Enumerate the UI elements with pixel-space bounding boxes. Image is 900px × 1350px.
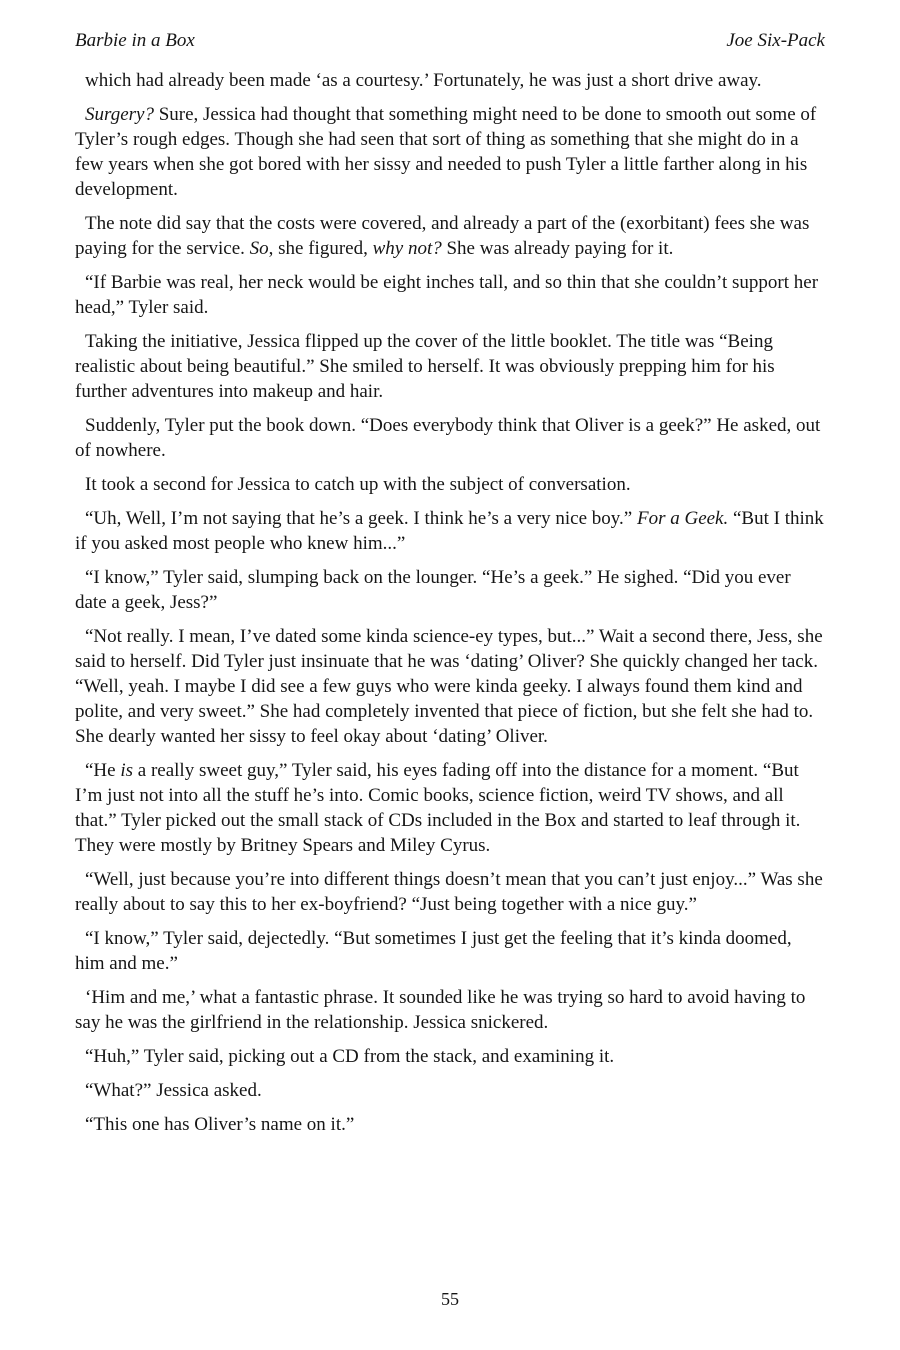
paragraph — [75, 1044, 825, 1069]
text-run: “If Barbie was real, her neck would be eight inches tall, and so thin that she couldn’t support her head,” Tyler said. — [75, 272, 819, 318]
italic-text-run: is — [120, 760, 134, 781]
text-run: “What?” Jessica asked. — [85, 1080, 262, 1101]
text-run: “Well, just because you’re into different things doesn’t mean that you can’t just enjoy...” Was she really about to say this to her ex-boyfriend? “Just being together with a nice guy.” — [75, 869, 823, 915]
paragraph — [75, 985, 825, 1035]
paragraph — [75, 102, 825, 202]
paragraph — [75, 506, 825, 556]
text-run: which had already been made ‘as a courtesy.’ Fortunately, he was just a short drive away. — [85, 70, 762, 91]
text-run: “I know,” Tyler said, dejectedly. “But sometimes I just get the feeling that it’s kinda doomed, him and me.” — [75, 928, 792, 974]
page-footer — [0, 1289, 900, 1310]
paragraph — [75, 211, 825, 261]
italic-text-run: For a Geek. — [636, 508, 729, 529]
page-body — [75, 68, 825, 1137]
paragraph — [75, 329, 825, 404]
paragraph — [75, 624, 825, 749]
text-run: , she figured, — [268, 238, 373, 259]
text-run: “I know,” Tyler said, slumping back on the lounger. “He’s a geek.” He sighed. “Did you ever date a geek, Jess?” — [75, 567, 791, 613]
paragraph — [75, 472, 825, 497]
page-number: 55 — [441, 1289, 459, 1309]
text-run: Taking the initiative, Jessica flipped up the cover of the little booklet. The title was “Being realistic about being beautiful.” She smiled to herself. It was obviously prepping him for his further adventures into makeup and hair. — [75, 331, 775, 402]
paragraph — [75, 926, 825, 976]
italic-text-run: why not? — [372, 238, 442, 259]
header-author-name: Joe Six-Pack — [726, 30, 825, 51]
text-run: a really sweet guy,” Tyler said, his eyes fading off into the distance for a moment. “But I’m just not into all the stuff he’s into. Comic books, science fiction, weird TV shows, and all that.” Tyler picked out the small stack of CDs included in the Box and started to leaf through it. They were mostly by Britney Spears and Miley Cyrus. — [75, 760, 801, 856]
paragraph — [75, 413, 825, 463]
italic-text-run: So — [249, 238, 269, 259]
text-run: Sure, Jessica had thought that something might need to be done to smooth out some of Tyler’s rough edges. Though she had seen that sort of thing as something that she might do in a few years when she got bored with her sissy and needed to push Tyler a little farther along in his development. — [75, 104, 817, 200]
text-run: “Not really. I mean, I’ve dated some kinda science-ey types, but...” Wait a second there, Jess, she said to herself. Did Tyler just insinuate that he was ‘dating’ Oliver? She quickly changed her tack. “Well, yeah. I maybe I did see a few guys who were kinda geeky. I always found them kind and polite, and very sweet.” She had completely invented that piece of fiction, but she felt she had to. She dearly wanted her sissy to feel okay about ‘dating’ Oliver. — [75, 626, 823, 747]
text-run: “This one has Oliver’s name on it.” — [85, 1114, 355, 1135]
text-run: “He — [85, 760, 121, 781]
paragraph — [75, 1078, 825, 1103]
text-run: It took a second for Jessica to catch up with the subject of conversation. — [85, 474, 631, 495]
text-run: Suddenly, Tyler put the book down. “Does everybody think that Oliver is a geek?” He asked, out of nowhere. — [75, 415, 821, 461]
running-header — [75, 30, 825, 52]
header-book-title: Barbie in a Box — [75, 30, 195, 51]
text-run: ‘Him and me,’ what a fantastic phrase. It sounded like he was trying so hard to avoid having to say he was the girlfriend in the relationship. Jessica snickered. — [75, 987, 806, 1033]
paragraph — [75, 1112, 825, 1137]
text-run: She was already paying for it. — [441, 238, 674, 259]
text-run: “Uh, Well, I’m not saying that he’s a geek. I think he’s a very nice boy.” — [85, 508, 637, 529]
paragraph — [75, 758, 825, 858]
text-run: “Huh,” Tyler said, picking out a CD from the stack, and examining it. — [85, 1046, 615, 1067]
paragraph — [75, 68, 825, 93]
text-run: The note did say that the costs were covered, and already a part of the (exorbitant) fees she was paying for the service. — [75, 213, 810, 259]
paragraph — [75, 565, 825, 615]
text-run: “But I think if you asked most people who knew him...” — [75, 508, 824, 554]
paragraph — [75, 270, 825, 320]
paragraph — [75, 867, 825, 917]
italic-text-run: Surgery? — [85, 104, 154, 125]
